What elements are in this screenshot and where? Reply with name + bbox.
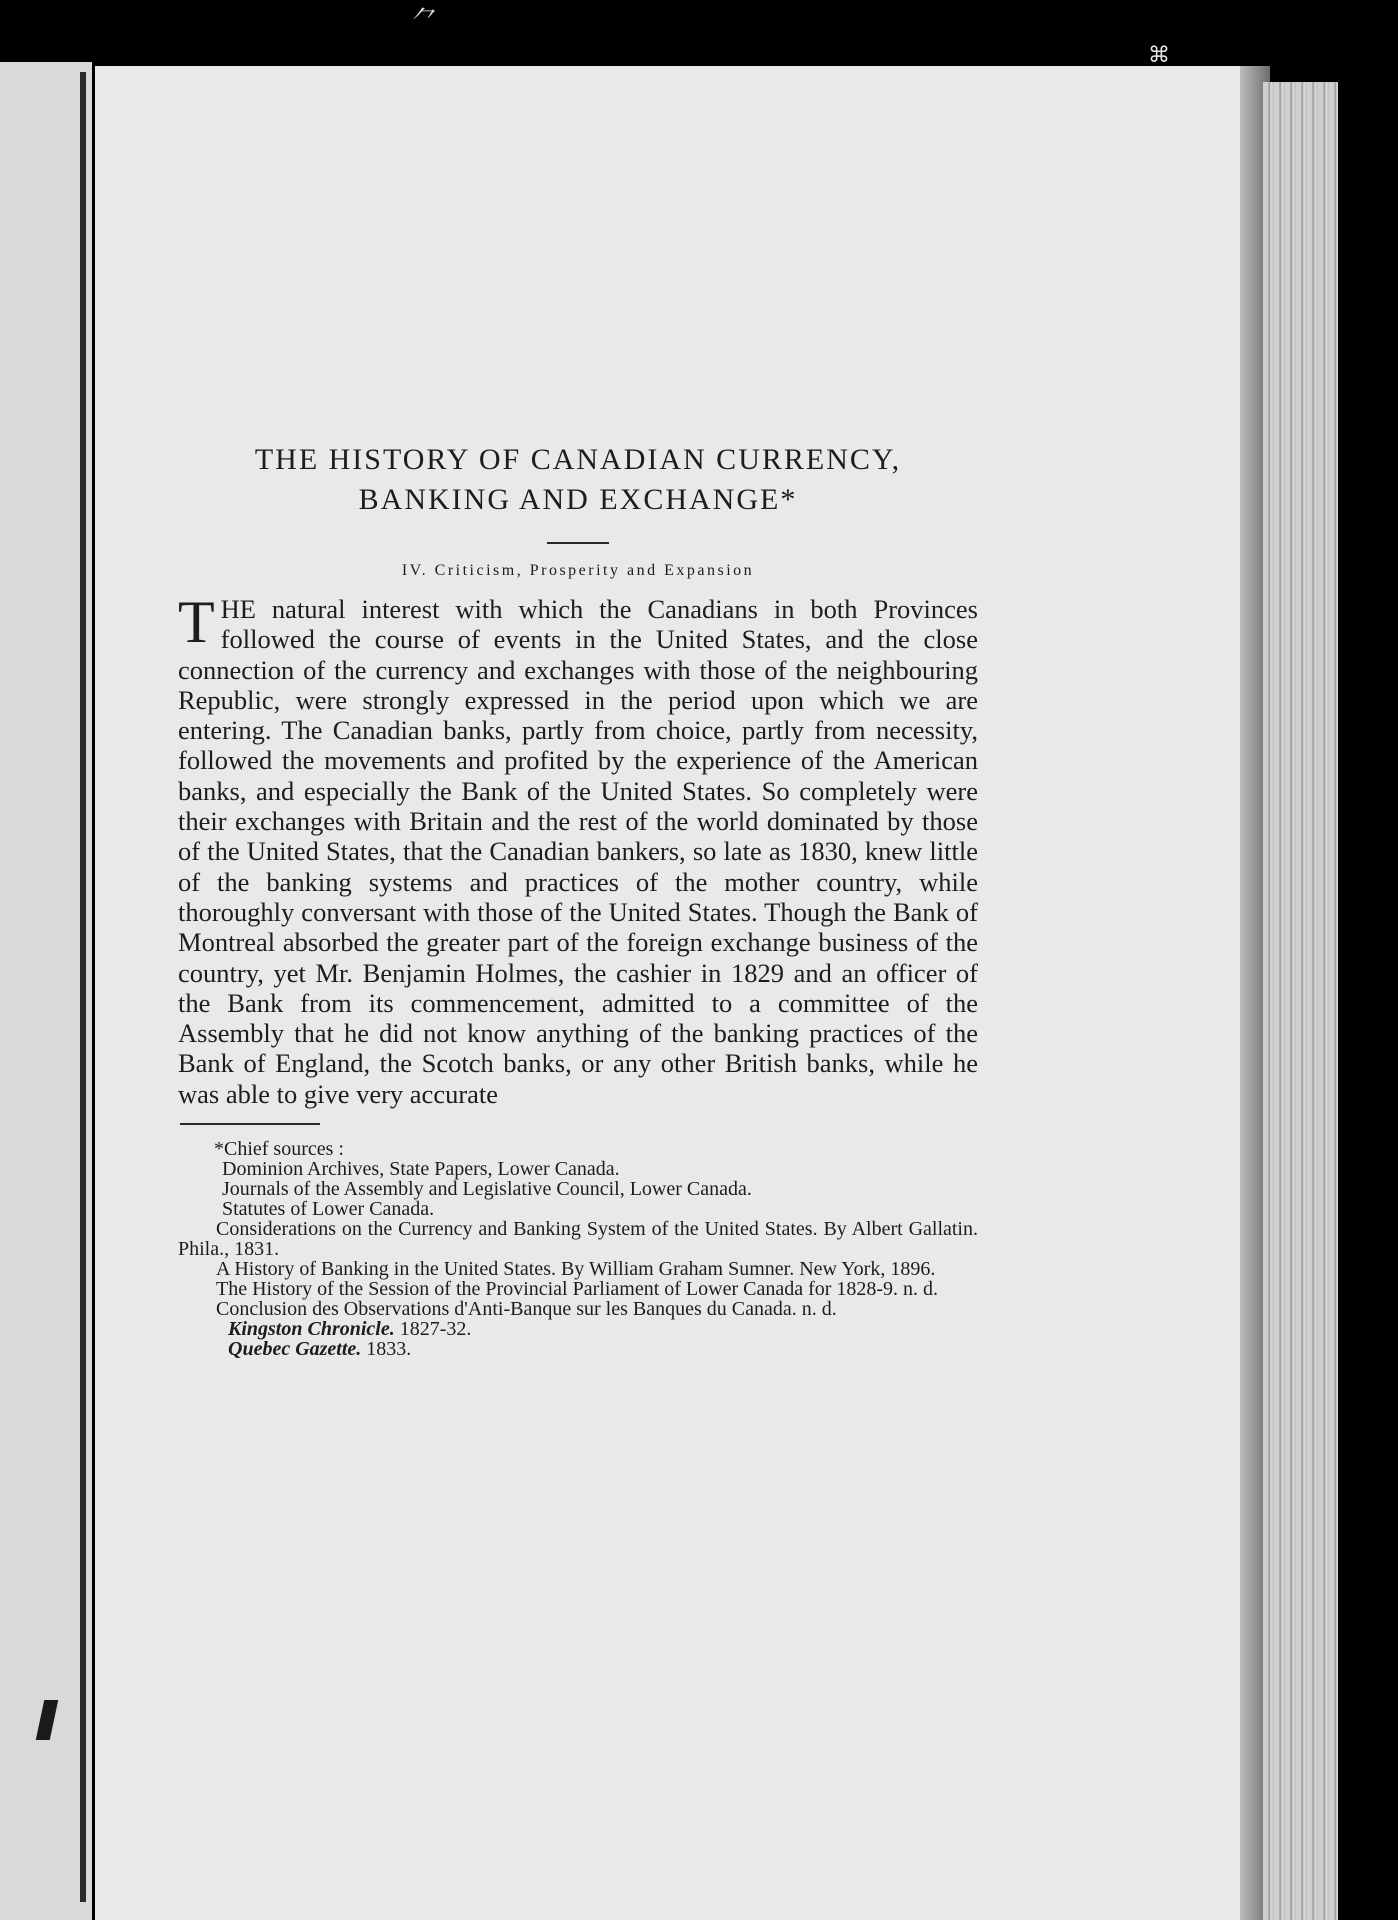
footnote-source: A History of Banking in the United States. By William Graham Sumner. New York, 1896. — [216, 1258, 936, 1281]
body-paragraph — [178, 589, 978, 1109]
left-page-gutter — [80, 72, 86, 1902]
top-scan-mark: ⺈ — [412, 6, 439, 35]
title-divider — [547, 542, 609, 544]
footnote-source: Considerations on the Currency and Banking System of the United States. By Albert Gallatin. Phila., 1831. — [178, 1218, 978, 1261]
footnote-year: 1833. — [366, 1338, 412, 1361]
body-text: HE natural interest with which the Canadians in both Provinces followed the course of events in the United States, and the close connection of the currency and exchanges with those of the neighbouring Republic, were strongly expressed in the period upon which we are entering. The Canadian banks, partly from choice, partly from necessity, followed the movements and profited by the experience of the American banks, and especially the Bank of the United States. So completely were their exchanges with Britain and the rest of the world dominated by those of the United States, that the Canadian bankers, so late as 1830, knew little of the banking systems and practices of the mother country, while thoroughly conversant with those of the United States. Though the Bank of Montreal absorbed the greater part of the foreign exchange business of the country, yet Mr. Benjamin Holmes, the cashier in 1829 and an officer of the Bank from its commencement, admitted to a committee of the Assembly that he did not know anything of the banking practices of the Bank of England, the Scotch banks, or any other British banks, while he was able to give very accurate — [178, 594, 978, 1109]
footnote-source: Dominion Archives, State Papers, Lower Canada. — [222, 1158, 620, 1181]
footnote-source: Statutes of Lower Canada. — [222, 1198, 435, 1221]
title-line-2: BANKING AND EXCHANGE* — [358, 483, 798, 516]
article — [178, 440, 978, 1359]
drop-cap: T — [178, 589, 215, 655]
footnote-source — [178, 1339, 978, 1359]
title-line-1: THE HISTORY OF CANADIAN CURRENCY, — [254, 443, 902, 476]
left-page-margin — [0, 62, 92, 1920]
footnote-heading: *Chief sources : — [214, 1138, 344, 1161]
footnote-source: Journals of the Assembly and Legislative Council, Lower Canada. — [222, 1178, 752, 1201]
footnote-source — [178, 1319, 978, 1339]
footnotes — [178, 1139, 978, 1359]
footnote-title: Kingston Chronicle. — [228, 1318, 395, 1341]
footnote-source: Conclusion des Observations d'Anti-Banque sur les Banques du Canada. n. d. — [216, 1298, 837, 1321]
footnote-source: The History of the Session of the Provincial Parliament of Lower Canada for 1828-9. n. d. — [216, 1278, 939, 1301]
article-title — [178, 440, 978, 520]
footnote-title: Quebec Gazette. — [228, 1338, 362, 1361]
footnote-year: 1827-32. — [399, 1318, 472, 1341]
corner-scan-mark: ⌘ — [1148, 42, 1170, 67]
book-fore-edge — [1263, 82, 1338, 1920]
section-heading: IV. Criticism, Prosperity and Expansion — [401, 562, 755, 579]
footnote-divider — [180, 1123, 320, 1125]
